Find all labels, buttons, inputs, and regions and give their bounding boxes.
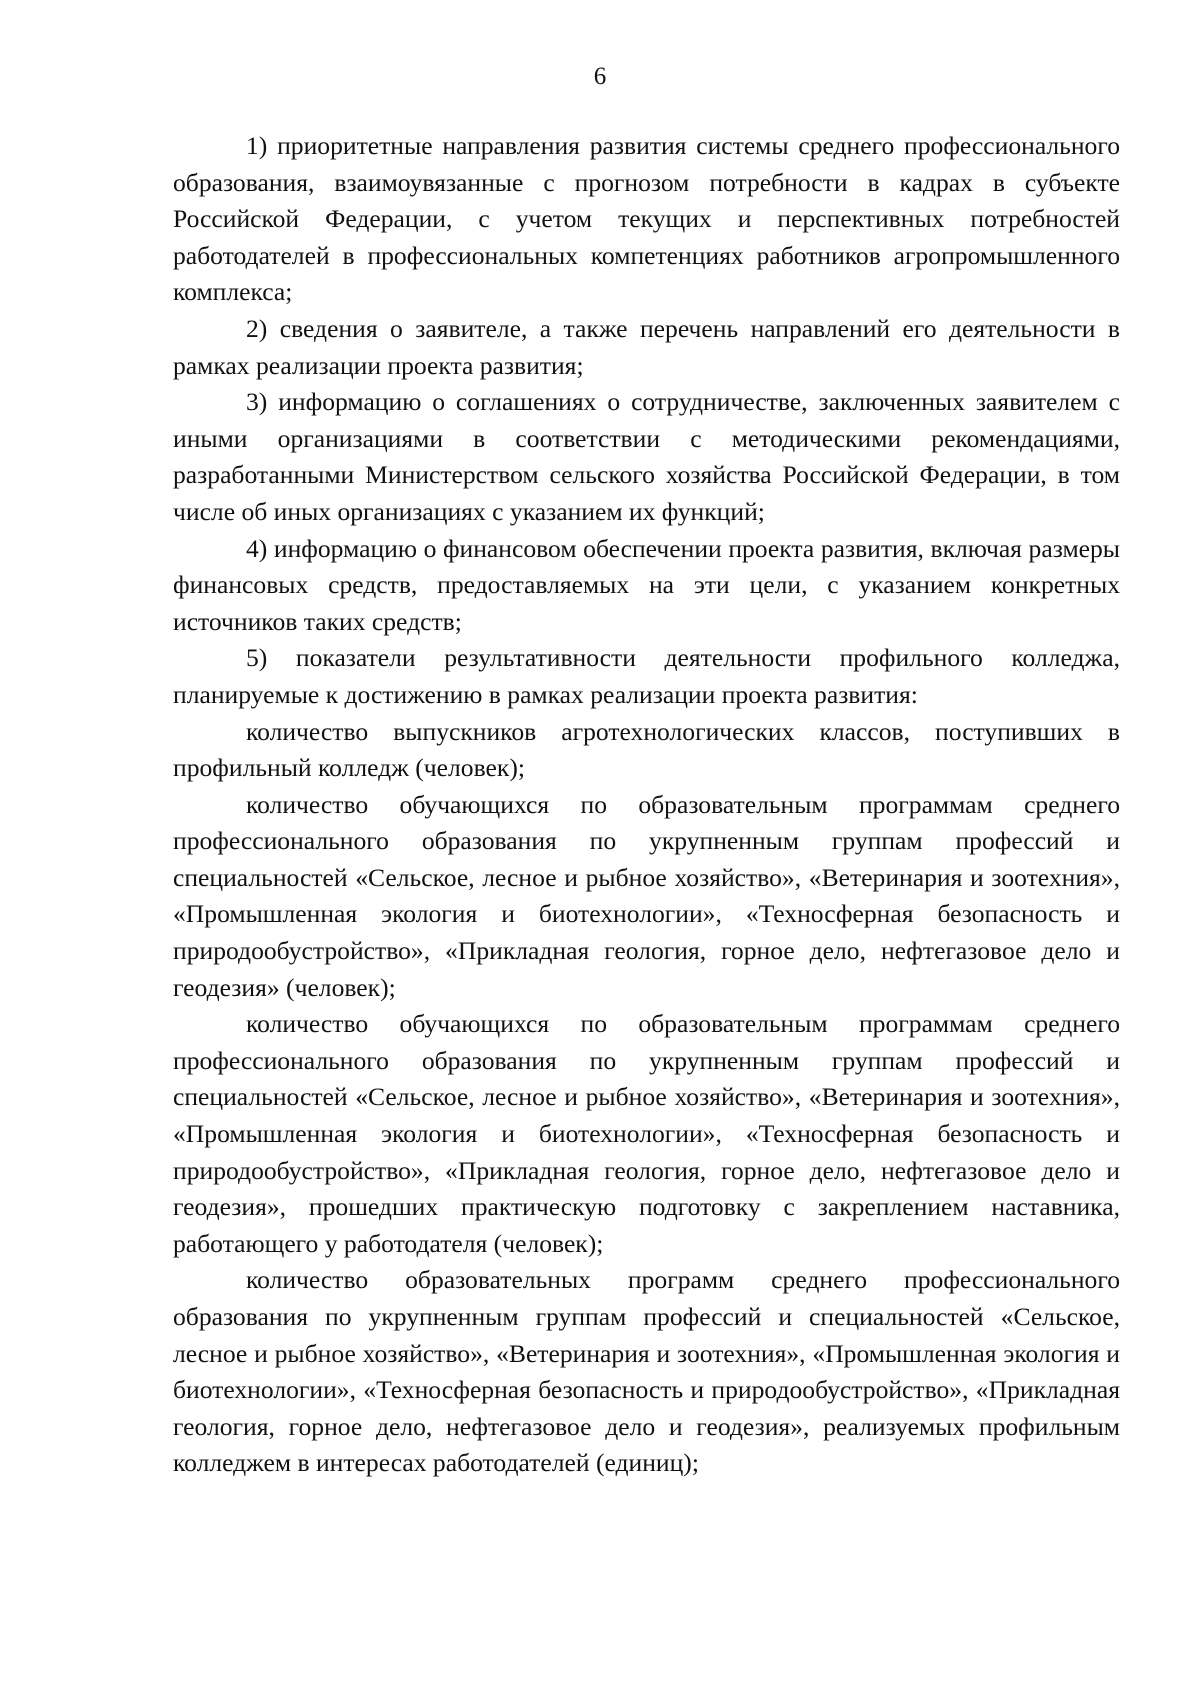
indicator-students-count: количество обучающихся по образовательным программам среднего профессионального образования по укрупненным группам профессий и специальностей «Сельское, лесное и рыбное хозяйство», «Ветеринария и зоотехния», «Промышленная экология и биотехнологии», «Техносферная безопасность и природообустройство», «Прикладная геология, горное дело, нефтегазовое дело и геодезия» (человек); bbox=[173, 789, 1120, 1002]
indicator-students-with-mentor: количество обучающихся по образовательным программам среднего профессионального образования по укрупненным группам профессий и специальностей «Сельское, лесное и рыбное хозяйство», «Ветеринария и зоотехния», «Промышленная экология и биотехнологии», «Техносферная безопасность и природообустройство», «Прикладная геология, горное дело, нефтегазовое дело и геодезия», прошедших практическую подготовку с закреплением наставника, работающего у работодателя (человек); bbox=[173, 1009, 1120, 1258]
indicator-graduates-enrolled: количество выпускников агротехнологических классов, поступивших в профильный колледж (человек); bbox=[173, 716, 1120, 783]
page-number: 6 bbox=[593, 63, 607, 90]
document-body bbox=[173, 128, 1120, 1482]
paragraph-item-4: 4) информацию о финансовом обеспечении проекта развития, включая размеры финансовых средств, предоставляемых на эти цели, с указанием конкретных источников таких средств; bbox=[173, 533, 1120, 636]
indicator-programs-count: количество образовательных программ среднего профессионального образования по укрупненным группам профессий и специальностей «Сельское, лесное и рыбное хозяйство», «Ветеринария и зоотехния», «Промышленная экология и биотехнологии», «Техносферная безопасность и природообустройство», «Прикладная геология, горное дело, нефтегазовое дело и геодезия», реализуемых профильным колледжем в интересах работодателей (единиц); bbox=[173, 1265, 1120, 1478]
paragraph-item-5: 5) показатели результативности деятельности профильного колледжа, планируемые к достижению в рамках реализации проекта развития: bbox=[173, 643, 1120, 709]
paragraph-item-1: 1) приоритетные направления развития системы среднего профессионального образования, взаимоувязанные с прогнозом потребности в кадрах в субъекте Российской Федерации, с учетом текущих и перспективных потребностей работодателей в профессиональных компетенциях работников агропромышленного комплекса; bbox=[173, 131, 1120, 307]
paragraph-item-3: 3) информацию о соглашениях о сотрудничестве, заключенных заявителем с иными организациями в соответствии с методическими рекомендациями, разработанными Министерством сельского хозяйства Российской Федерации, в том числе об иных организациях с указанием их функций; bbox=[173, 387, 1120, 526]
paragraph-item-2: 2) сведения о заявителе, а также перечень направлений его деятельности в рамках реализации проекта развития; bbox=[173, 313, 1120, 380]
